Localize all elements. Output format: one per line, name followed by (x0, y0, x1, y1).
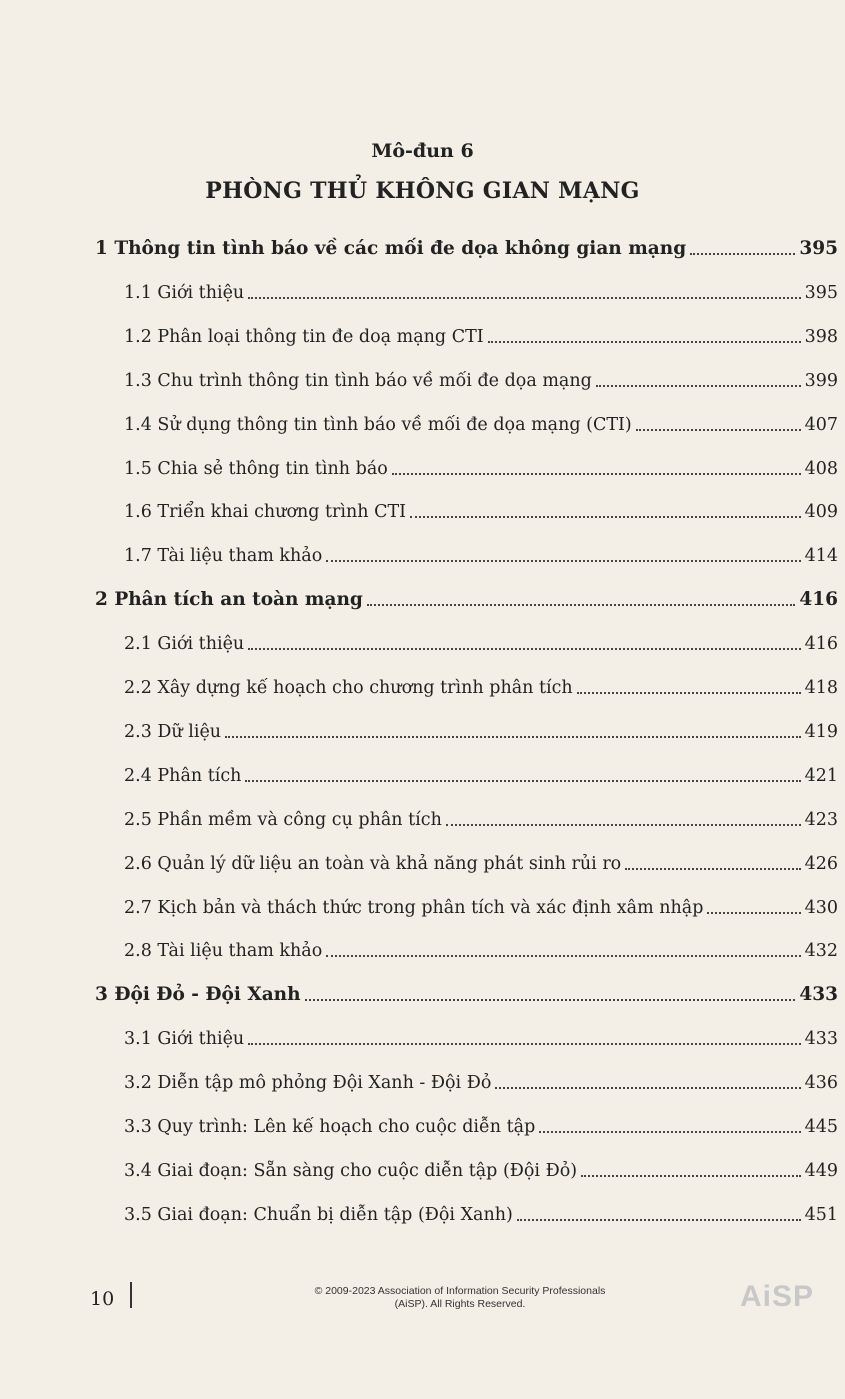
toc-section-entry (124, 408, 838, 436)
page-title: PHÒNG THỦ KHÔNG GIAN MẠNG (205, 178, 640, 204)
toc-entry-page: 426 (804, 854, 838, 874)
toc-entry-page: 436 (804, 1073, 838, 1093)
dot-leader (581, 1175, 801, 1177)
toc-entry-page: 419 (804, 722, 838, 742)
page-number: 10 (90, 1288, 115, 1310)
dot-leader (577, 692, 801, 694)
toc-section-entry (124, 847, 838, 875)
toc-entry-page: 432 (804, 941, 838, 961)
toc-section-entry (124, 364, 838, 392)
copyright-line-2: (AiSP). All Rights Reserved. (394, 1298, 526, 1310)
toc-section-entry (124, 276, 838, 304)
dot-leader (248, 297, 800, 299)
toc-chapter-entry (95, 583, 838, 611)
dot-leader (690, 253, 795, 255)
toc-entry-page: 407 (804, 415, 838, 435)
toc-entry-label: 3.1 Giới thiệu (124, 1029, 245, 1049)
toc-section-entry (124, 803, 838, 831)
toc-entry-label: 1.7 Tài liệu tham khảo (124, 546, 323, 566)
toc-entry-page: 395 (799, 238, 838, 259)
toc-section-entry (124, 495, 838, 523)
dot-leader (410, 516, 801, 518)
toc-section-entry (124, 539, 838, 567)
toc-section-entry (124, 1022, 838, 1050)
toc-entry-label: 2.5 Phần mềm và công cụ phân tích (124, 810, 442, 830)
copyright-line-1: © 2009-2023 Association of Information Security Professionals (314, 1285, 606, 1297)
toc-entry-label: 2.3 Dữ liệu (124, 722, 222, 742)
dot-leader (539, 1131, 800, 1133)
toc-entry-page: 398 (804, 327, 838, 347)
toc-entry-page: 430 (804, 898, 838, 918)
toc-entry-page: 423 (804, 810, 838, 830)
toc-entry-page: 449 (804, 1161, 838, 1181)
toc-entry-page: 409 (804, 502, 838, 522)
dot-leader (517, 1219, 801, 1221)
toc-entry-label: 2.6 Quản lý dữ liệu an toàn và khả năng phát sinh rủi ro (124, 854, 622, 874)
dot-leader (248, 1043, 800, 1045)
toc-entry-label: 2.1 Giới thiệu (124, 634, 245, 654)
dot-leader (225, 736, 801, 738)
dot-leader (707, 912, 800, 914)
toc-section-entry (124, 1066, 838, 1094)
dot-leader (636, 429, 801, 431)
toc-entry-page: 408 (804, 459, 838, 479)
copyright-notice (260, 1285, 660, 1311)
toc-section-entry (124, 320, 838, 348)
toc-section-entry (124, 1110, 838, 1138)
toc-section-entry (124, 759, 838, 787)
toc-entry-label: 1.6 Triển khai chương trình CTI (124, 502, 407, 522)
dot-leader (305, 999, 796, 1001)
toc-entry-label: 1 Thông tin tình báo về các mối đe dọa không gian mạng (95, 238, 687, 259)
aisp-logo: AiSP (740, 1280, 815, 1313)
toc-entry-page: 433 (804, 1029, 838, 1049)
toc-entry-label: 1.1 Giới thiệu (124, 283, 245, 303)
dot-leader (446, 824, 801, 826)
toc-entry-page: 421 (804, 766, 838, 786)
toc-entry-page: 418 (804, 678, 838, 698)
toc-entry-page: 414 (804, 546, 838, 566)
toc-entry-label: 2.2 Xây dựng kế hoạch cho chương trình phân tích (124, 678, 573, 698)
dot-leader (245, 780, 800, 782)
toc-entry-label: 2.8 Tài liệu tham khảo (124, 941, 323, 961)
toc-entry-label: 3.3 Quy trình: Lên kế hoạch cho cuộc diễn tập (124, 1117, 536, 1137)
dot-leader (326, 560, 800, 562)
toc-section-entry (124, 671, 838, 699)
toc-section-entry (124, 1154, 838, 1182)
toc-entry-label: 2.7 Kịch bản và thách thức trong phân tích và xác định xâm nhập (124, 898, 704, 918)
dot-leader (392, 473, 801, 475)
dot-leader (596, 385, 801, 387)
dot-leader (248, 648, 800, 650)
module-heading: Mô-đun 6 (371, 140, 474, 162)
dot-leader (488, 341, 801, 343)
toc-section-entry (124, 891, 838, 919)
toc-entry-label: 3.5 Giai đoạn: Chuẩn bị diễn tập (Đội Xanh) (124, 1205, 513, 1225)
toc-entry-page: 433 (799, 984, 838, 1005)
toc-chapter-entry (95, 978, 838, 1006)
dot-leader (495, 1087, 800, 1089)
toc-entry-label: 3.4 Giai đoạn: Sẵn sàng cho cuộc diễn tập (Đội Đỏ) (124, 1161, 578, 1181)
dot-leader (326, 955, 800, 957)
toc-entry-label: 1.4 Sử dụng thông tin tình báo về mối đe dọa mạng (CTI) (124, 415, 632, 435)
dot-leader (367, 604, 796, 606)
toc-entry-label: 3.2 Diễn tập mô phỏng Đội Xanh - Đội Đỏ (124, 1073, 492, 1093)
toc-section-entry (124, 1198, 838, 1226)
toc-section-entry (124, 627, 838, 655)
toc-entry-label: 1.3 Chu trình thông tin tình báo về mối đe dọa mạng (124, 371, 592, 391)
toc-entry-label: 2 Phân tích an toàn mạng (95, 589, 363, 610)
toc-entry-page: 399 (804, 371, 838, 391)
toc-entry-label: 3 Đội Đỏ - Đội Xanh (95, 984, 301, 1005)
toc-entry-page: 416 (799, 589, 838, 610)
toc-entry-page: 395 (804, 283, 838, 303)
toc-entry-page: 445 (804, 1117, 838, 1137)
toc-section-entry (124, 715, 838, 743)
toc-entry-label: 1.2 Phân loại thông tin đe doạ mạng CTI (124, 327, 484, 347)
dot-leader (625, 868, 800, 870)
toc-entry-label: 1.5 Chia sẻ thông tin tình báo (124, 459, 388, 479)
footer-divider (130, 1282, 132, 1308)
toc-chapter-entry (95, 232, 838, 260)
toc-section-entry (124, 934, 838, 962)
toc-entry-label: 2.4 Phân tích (124, 766, 242, 786)
toc-entry-page: 451 (804, 1205, 838, 1225)
toc-entry-page: 416 (804, 634, 838, 654)
toc-section-entry (124, 452, 838, 480)
